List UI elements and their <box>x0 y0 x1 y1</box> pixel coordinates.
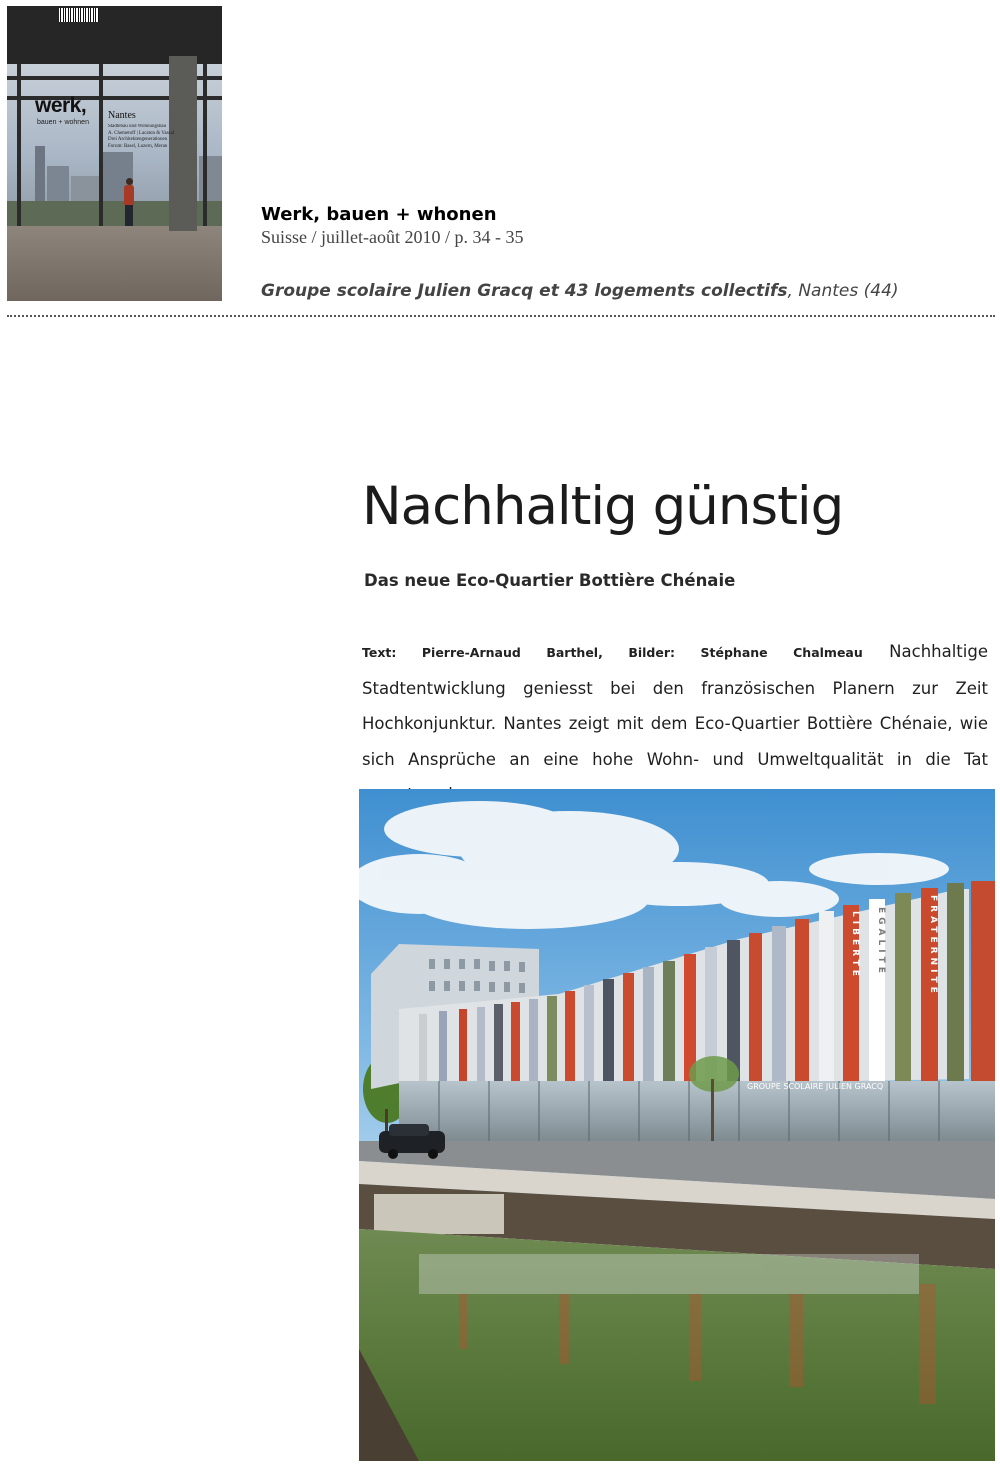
article-headline: Nachhaltig günstig <box>362 476 844 537</box>
magazine-cover <box>7 6 222 301</box>
publication-meta <box>261 203 524 249</box>
cover-teaser: Städtebau und Wohnungsbau <box>108 124 167 129</box>
article-subtitle: Das neue Eco-Quartier Bottière Chénaie <box>364 571 736 590</box>
publication-name: Werk, bauen + whonen <box>261 204 497 225</box>
cover-building <box>71 176 101 201</box>
project-reference <box>261 281 899 301</box>
cover-floor <box>7 226 222 301</box>
ground-floor-glazing <box>399 1081 995 1143</box>
cover-tower <box>35 146 45 201</box>
building-photo <box>359 789 995 1461</box>
article-lead-text: Nachhaltige Stadtentwicklung geniesst bei den französischen Planern zur Zeit Hochkonjunktur. Nantes zeigt mit dem Eco-Quartier Bottière Chénaie, wie sich Ansprüche an eine hohe Wohn- und Umweltqualität in die Tat <box>362 642 988 769</box>
issue-line: Suisse / juillet-août 2010 / p. 34 - 35 <box>261 227 524 247</box>
cover-city: Nantes <box>108 110 136 121</box>
cover-mullion <box>203 64 207 226</box>
concrete-step <box>374 1194 504 1234</box>
project-location: , Nantes (44) <box>787 281 899 301</box>
cover-teaser-lines <box>108 124 178 150</box>
facade-word: LIBERTE <box>850 911 860 980</box>
cover-teaser: Forum: Basel, Luzern, Meran <box>108 143 168 149</box>
cover-barcode <box>59 8 99 22</box>
article-credit: Text: Pierre-Arnaud Barthel, Bilder: Stéphane Chalmeau <box>362 645 863 660</box>
dotted-divider <box>7 315 995 317</box>
article-lead <box>362 634 988 813</box>
facade-word: EGALITE <box>876 907 886 977</box>
cover-teaser: Drei Architektengenerationen <box>108 137 168 142</box>
cover-building <box>47 166 69 201</box>
project-title: Groupe scolaire Julien Gracq et 43 logements collectifs <box>261 281 788 301</box>
cover-teaser: A. Chemetoff | Lacaton & Vassal <box>108 130 175 136</box>
facade-word: FRATERNITE <box>928 895 938 997</box>
cover-logo-subtitle: bauen + wohnen <box>37 119 89 126</box>
cover-mullion <box>99 64 103 226</box>
cover-mullion <box>17 64 21 226</box>
cover-person-figure <box>123 178 135 226</box>
school-sign: GROUPE SCOLAIRE JULIEN GRACQ <box>747 1082 884 1091</box>
cover-logo: werk, <box>35 94 87 117</box>
